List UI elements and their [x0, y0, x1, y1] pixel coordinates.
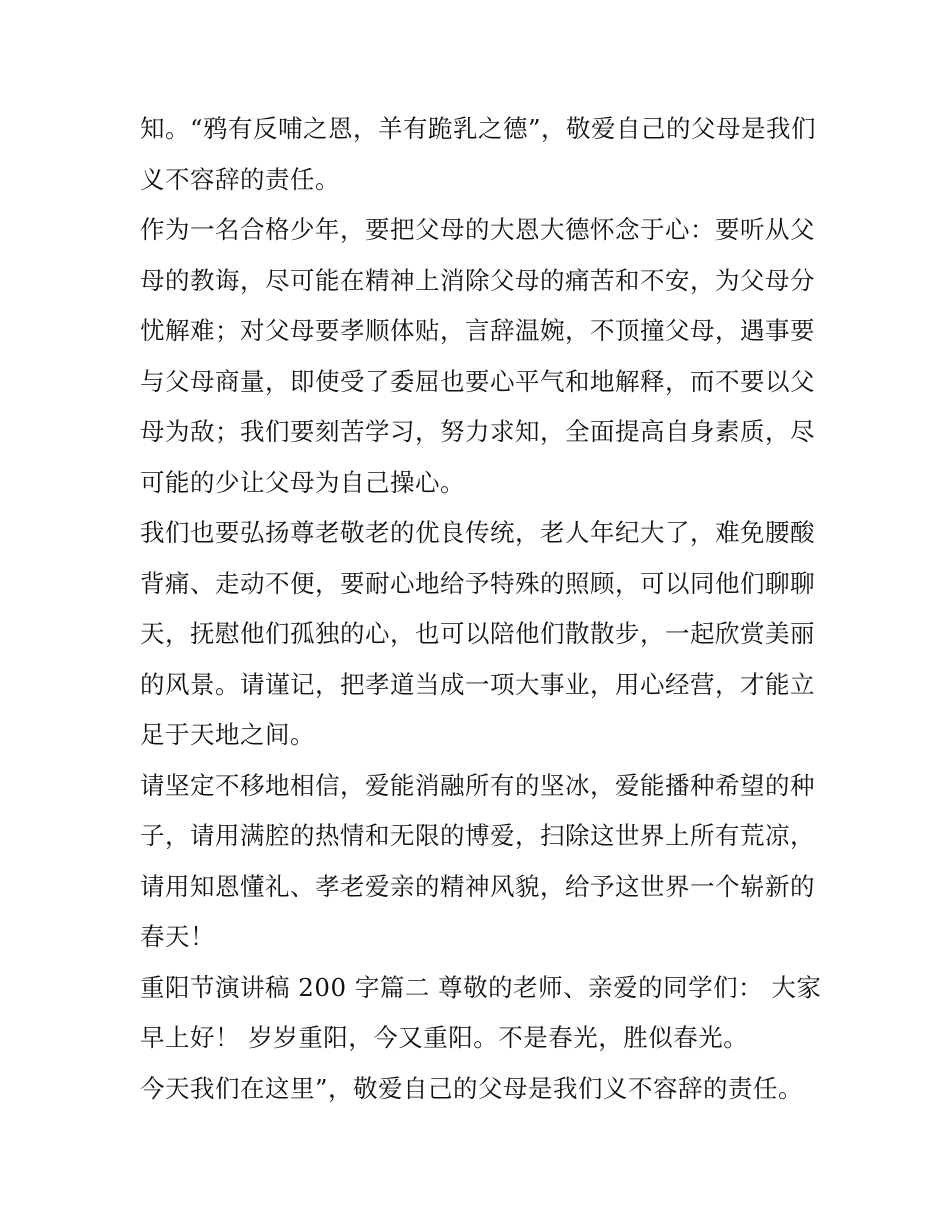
- text-line: 今天我们在这里”，敬爱自己的父母是我们义不容辞的责任。: [140, 1073, 804, 1103]
- text-line: 请坚定不移地相信，爱能消融所有的坚冰，爱能播种希望的种: [140, 770, 815, 800]
- text-line: 可能的少让父母为自己操心。: [140, 467, 465, 497]
- text-line: 的风景。请谨记，把孝道当成一项大事业，用心经营，才能立: [140, 669, 815, 699]
- text-line: 忧解难；对父母要孝顺体贴，言辞温婉，不顶撞父母，遇事要: [140, 316, 815, 345]
- text-line: 早上好！ 岁岁重阳，今又重阳。不是春光，胜似春光。: [140, 1023, 749, 1052]
- text-line: 背痛、走动不便，要耐心地给予特殊的照顾，可以同他们聊聊: [140, 568, 815, 598]
- text-line: 与父母商量，即使受了委屈也要心平气和地解释，而不要以父: [140, 366, 815, 396]
- text-line: 作为一名合格少年，要把父母的大恩大德怀念于心：要听从父: [140, 215, 815, 244]
- text-line: 母的教诲，尽可能在精神上消除父母的痛苦和不安，为父母分: [140, 265, 815, 295]
- text-line: 母为敌；我们要刻苦学习，努力求知，全面提高自身素质，尽: [140, 417, 815, 446]
- text-line: 义不容辞的责任。: [140, 164, 340, 194]
- text-line: 足于天地之间。: [140, 720, 315, 749]
- text-line: 天，抚慰他们孤独的心，也可以陪他们散散步，一起欣赏美丽: [140, 619, 815, 648]
- text-line: 春天！: [140, 922, 215, 951]
- document-body: [140, 104, 822, 1114]
- text-line: 重阳节演讲稿 200 字篇二 尊敬的老师、亲爱的同学们： 大家: [140, 972, 822, 1002]
- text-line: 我们也要弘扬尊老敬老的优良传统，老人年纪大了，难免腰酸: [140, 518, 815, 547]
- text-line: 子，请用满腔的热情和无限的博爱，扫除这世界上所有荒凉，: [140, 821, 815, 850]
- text-line: 知。“鸦有反哺之恩，羊有跪乳之德”，敬爱自己的父母是我们: [140, 114, 817, 143]
- text-line: 请用知恩懂礼、孝老爱亲的精神风貌，给予这世界一个崭新的: [140, 871, 815, 901]
